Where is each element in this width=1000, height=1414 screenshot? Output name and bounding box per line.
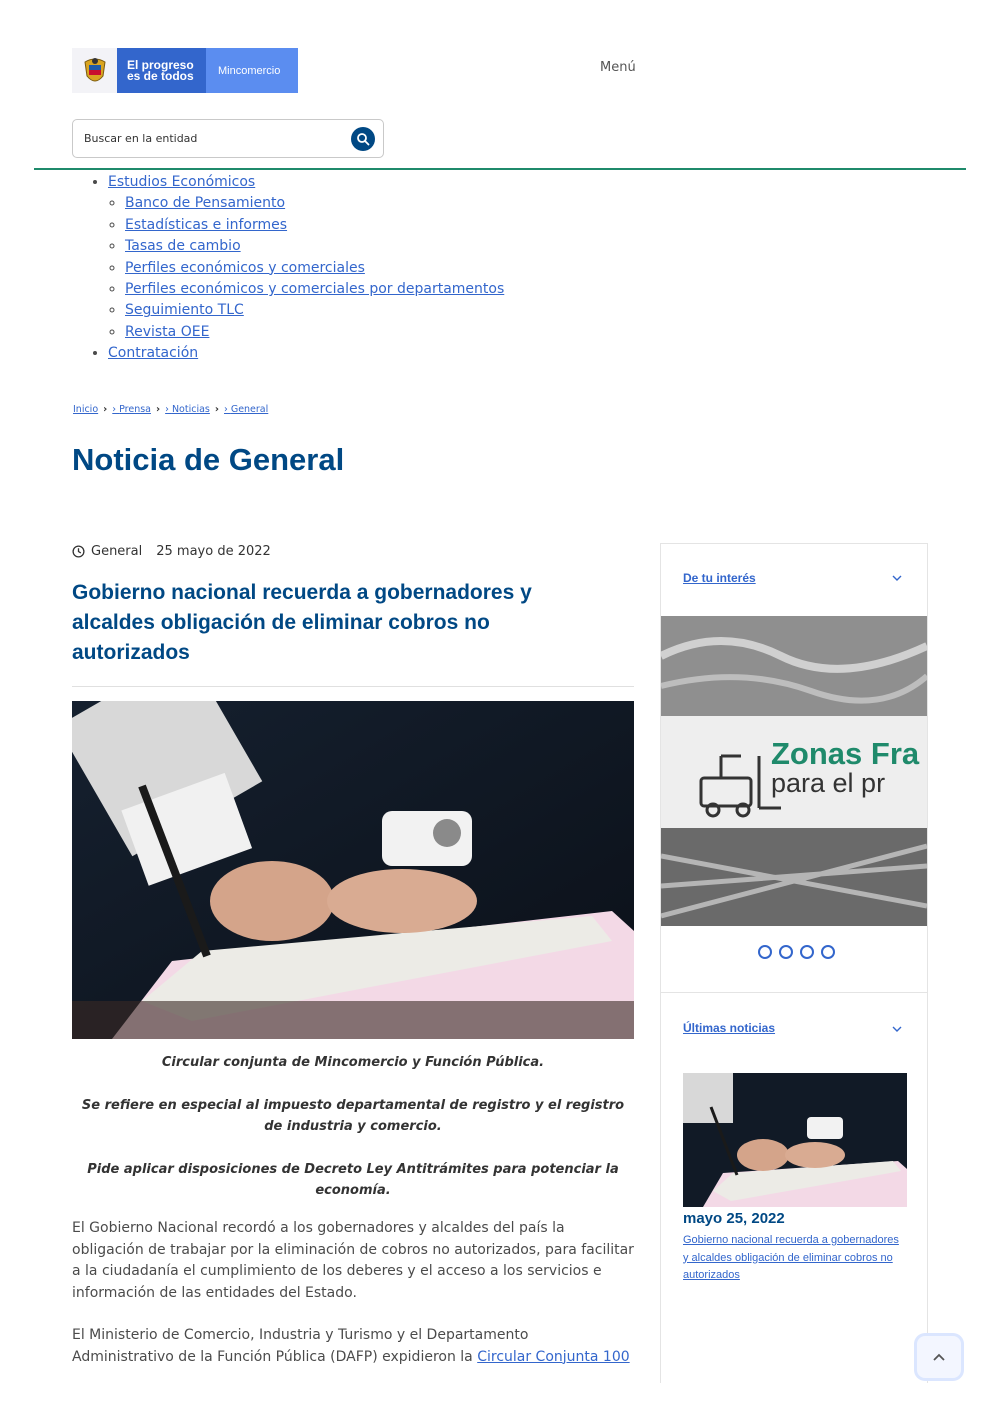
logo-slogan xyxy=(117,48,206,93)
gov-logo[interactable] xyxy=(72,48,298,93)
breadcrumb-noticias[interactable]: › Noticias xyxy=(165,404,210,415)
chevron-down-icon[interactable] xyxy=(891,1025,903,1033)
article-photo xyxy=(72,701,634,1039)
banner-title: Zonas Fra xyxy=(771,736,920,771)
logo-slogan-line1: El progreso xyxy=(127,58,194,72)
interest-banner[interactable] xyxy=(661,616,927,926)
latest-news-link[interactable]: Gobierno nacional recuerda a gobernadores y alcaldes obligación de eliminar cobros no autorizados xyxy=(683,1234,899,1281)
breadcrumb-separator: › xyxy=(103,404,108,415)
clock-icon xyxy=(72,545,85,558)
breadcrumb-inicio[interactable]: Inicio xyxy=(73,404,99,415)
nav-subitem xyxy=(125,300,504,321)
nav-link-estudios[interactable]: Estudios Económicos xyxy=(108,174,256,190)
carousel-dot[interactable] xyxy=(821,945,835,959)
article-paragraph-2-text: El Ministerio de Comercio, Industria y Turismo y el Departamento Administrativo de la Función Pública (DAFP) expidieron la xyxy=(72,1327,529,1365)
header-divider xyxy=(34,168,966,170)
article-headline: Gobierno nacional recuerda a gobernadores y alcaldes obligación de eliminar cobros no autorizados xyxy=(72,581,532,664)
article-meta xyxy=(72,544,271,559)
headline-divider xyxy=(72,686,634,687)
carousel-dot[interactable] xyxy=(800,945,814,959)
logo-slogan-line2: es de todos xyxy=(127,69,194,83)
page-title: Noticia de General xyxy=(72,442,345,477)
photo-caption: Circular conjunta de Mincomercio y Función Pública. xyxy=(161,1055,545,1070)
breadcrumb-separator: › xyxy=(214,404,219,415)
menu-button[interactable]: Menú xyxy=(600,60,636,75)
circular-link[interactable]: Circular Conjunta 100 xyxy=(477,1348,630,1365)
logo-brand: Mincomercio xyxy=(206,48,298,93)
banner-subtitle: para el pr xyxy=(771,768,886,798)
article-paragraph-2 xyxy=(72,1325,634,1368)
nav-subitem xyxy=(125,236,504,257)
article-highlight-1: Se refiere en especial al impuesto departamental de registro y el registro de industria y comercio. xyxy=(81,1098,625,1134)
back-to-top-button[interactable] xyxy=(917,1336,961,1378)
nav-subitem xyxy=(125,193,504,214)
nav-link-banco[interactable]: Banco de Pensamiento xyxy=(125,195,286,212)
breadcrumb xyxy=(73,404,268,415)
nav-link-perfiles-dep[interactable]: Perfiles económicos y comerciales por departamentos xyxy=(125,281,505,298)
breadcrumb-general-label: General xyxy=(230,404,269,415)
chevron-up-icon xyxy=(932,1352,946,1362)
nav-link-tlc[interactable]: Seguimiento TLC xyxy=(125,302,244,319)
latest-news-thumbnail[interactable] xyxy=(683,1073,907,1207)
nav-subitem xyxy=(125,279,504,300)
latest-news-date: mayo 25, 2022 xyxy=(683,1210,785,1227)
nav-link-estadisticas[interactable]: Estadísticas e informes xyxy=(125,216,288,233)
nav-menu xyxy=(90,172,504,365)
breadcrumb-general[interactable]: › General xyxy=(224,404,269,415)
sidebar-interest-toggle[interactable]: De tu interés xyxy=(683,571,756,585)
sidebar-divider xyxy=(661,992,927,993)
nav-link-revista[interactable]: Revista OEE xyxy=(125,323,210,340)
nav-link-perfiles[interactable]: Perfiles económicos y comerciales xyxy=(125,259,365,276)
carousel-dots xyxy=(758,945,835,959)
article-category: General xyxy=(91,544,143,559)
breadcrumb-prensa-label: Prensa xyxy=(119,404,151,415)
nav-subitem xyxy=(125,258,504,279)
search-icon xyxy=(356,132,370,146)
nav-item-estudios xyxy=(108,172,504,343)
search-button[interactable] xyxy=(351,127,375,151)
chevron-down-icon[interactable] xyxy=(891,574,903,582)
breadcrumb-noticias-label: Noticias xyxy=(171,404,210,415)
nav-link-contratacion[interactable]: Contratación xyxy=(108,345,199,362)
nav-subitem xyxy=(125,322,504,343)
article-highlight-2: Pide aplicar disposiciones de Decreto Ley Antitrámites para potenciar la economía. xyxy=(87,1162,619,1198)
article-date: 25 mayo de 2022 xyxy=(156,544,271,559)
breadcrumb-prensa[interactable]: › Prensa xyxy=(112,404,151,415)
nav-item-contratacion xyxy=(108,343,504,364)
nav-subitem xyxy=(125,215,504,236)
sidebar-latest-toggle[interactable]: Últimas noticias xyxy=(683,1021,776,1035)
breadcrumb-separator: › xyxy=(156,404,161,415)
coat-of-arms-icon xyxy=(72,48,117,93)
article-paragraph-1: El Gobierno Nacional recordó a los gobernadores y alcaldes del país la obligación de trabajar por la eliminación de cobros no autorizados, para facilitar a la ciudadanía el cumplimiento de los deberes y el acceso a los servicios e información de las entidades del Estado. xyxy=(72,1220,634,1301)
search-input[interactable]: Buscar en la entidad xyxy=(84,132,198,145)
nav-link-tasas[interactable]: Tasas de cambio xyxy=(125,238,241,255)
search-box[interactable] xyxy=(72,119,384,158)
carousel-dot[interactable] xyxy=(758,945,772,959)
carousel-dot[interactable] xyxy=(779,945,793,959)
sidebar xyxy=(660,543,928,1383)
